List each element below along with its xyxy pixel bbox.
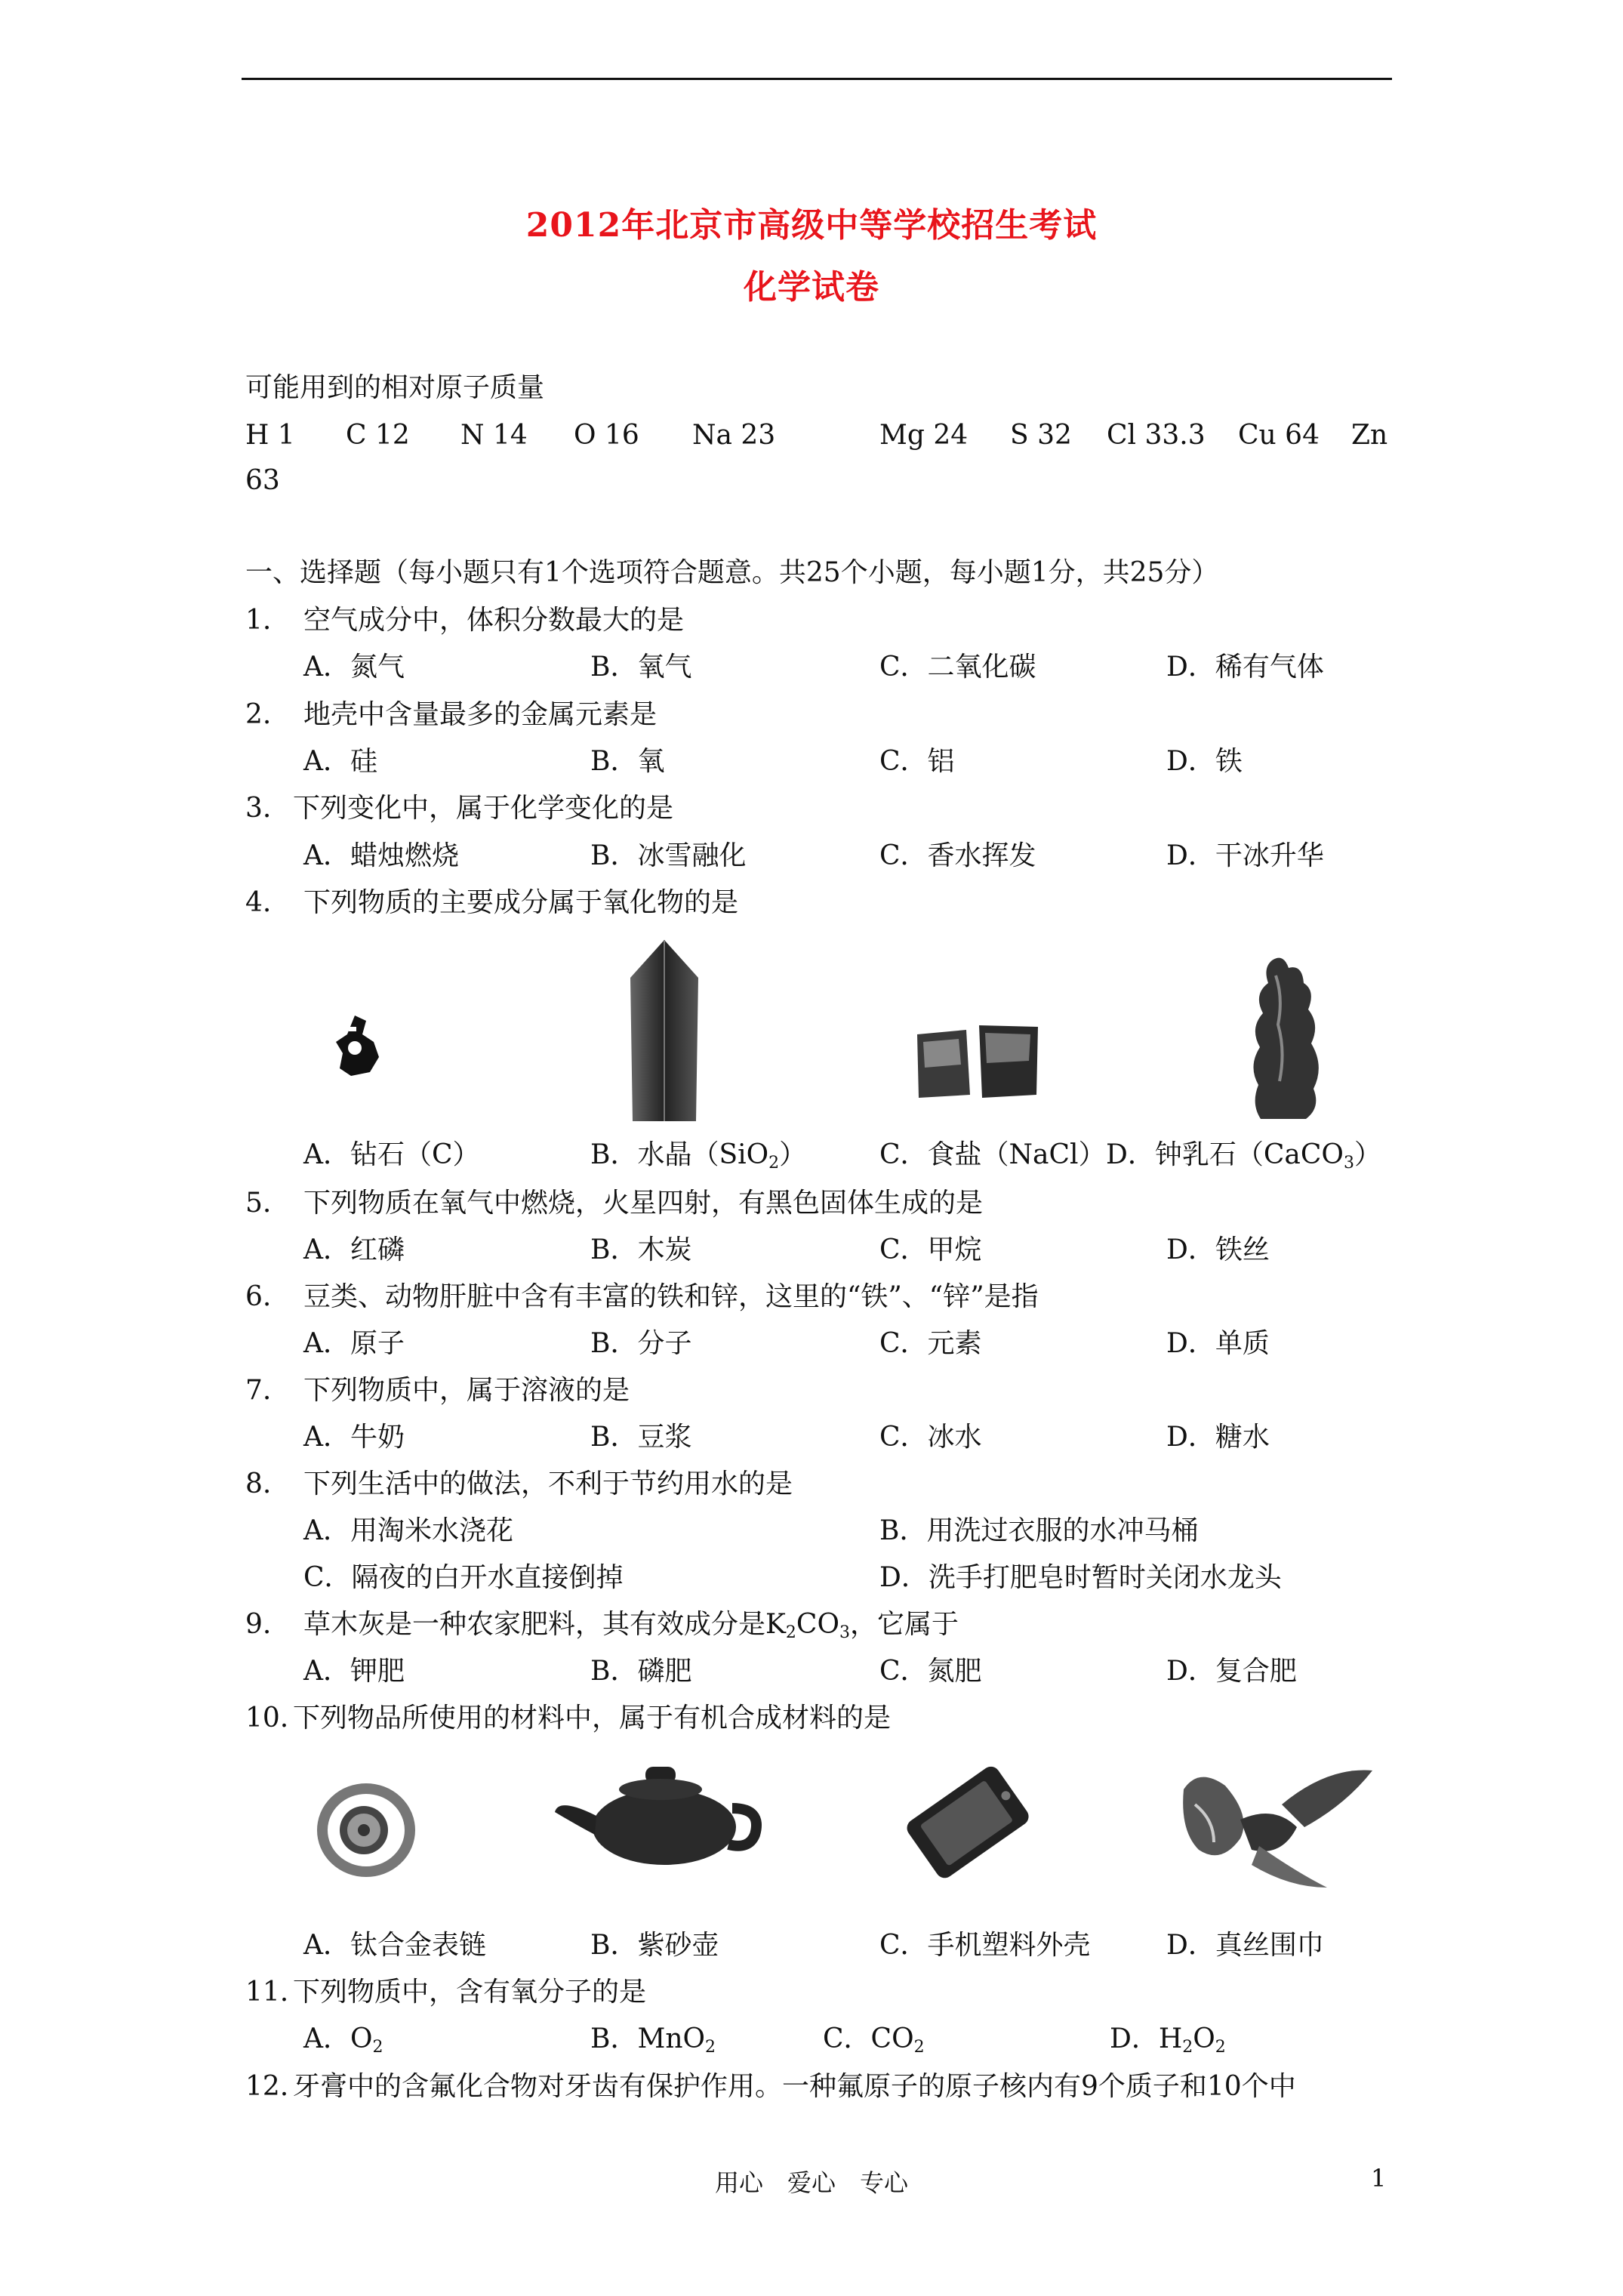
q1-num: 1.: [245, 605, 272, 636]
q12-stem: 牙膏中的含氟化合物对牙齿有保护作用。一种氟原子的原子核内有9个质子和10个中: [293, 2071, 1296, 2102]
q11-option-b: B．MnO$_2$: [590, 2023, 716, 2057]
q8-option-c: C．隔夜的白开水直接倒掉: [303, 1562, 624, 1593]
q11-option-a: A．$O_2$: [303, 2023, 383, 2057]
q4-option-c: C．食盐（NaCl）: [879, 1139, 1106, 1170]
atomic-mass-s: S 32: [1010, 420, 1072, 451]
q11-stem: 下列物质中，含有氧分子的是: [293, 1977, 647, 2008]
q3-option-d: D．干冰升华: [1166, 840, 1324, 871]
q6-option-b: B．分子: [590, 1328, 692, 1359]
q9-stem: 草木灰是一种农家肥料，其有效成分是$K_2CO_3$，它属于: [303, 1609, 959, 1642]
exam-title: 2012年北京市高级中等学校招生考试: [525, 206, 1098, 245]
phone-shell-image: [891, 1759, 1042, 1888]
q7-option-c: C．冰水: [879, 1422, 982, 1453]
q10-num: 10.: [245, 1703, 289, 1734]
atomic-mass-o: O 16: [574, 420, 639, 451]
q7-num: 7.: [245, 1375, 272, 1406]
atomic-mass-zn-value: 63: [245, 465, 280, 496]
q5-option-d: D．铁丝: [1166, 1234, 1270, 1265]
q6-option-c: C．元素: [879, 1328, 982, 1359]
q5-option-b: B．木炭: [590, 1234, 692, 1265]
q7-option-a: A．牛奶: [303, 1422, 405, 1453]
q5-option-a: A．红磷: [303, 1234, 405, 1265]
q6-stem: 豆类、动物肝脏中含有丰富的铁和锌，这里的“铁”、“锌”是指: [303, 1281, 1039, 1312]
q10-option-b: B．紫砂壶: [590, 1930, 719, 1961]
q10-stem: 下列物品所使用的材料中，属于有机合成材料的是: [293, 1703, 892, 1734]
q10-option-c: C．手机塑料外壳: [879, 1930, 1091, 1961]
q2-option-c: C．铝: [879, 746, 955, 777]
q9-num: 9.: [245, 1609, 272, 1640]
q9-option-a: A．钾肥: [303, 1656, 405, 1687]
q5-option-c: C．甲烷: [879, 1234, 982, 1265]
atomic-mass-mg: Mg 24: [879, 420, 969, 451]
q3-option-b: B．冰雪融化: [590, 840, 747, 871]
q8-option-d: D．洗手打肥皂时暂时关闭水龙头: [879, 1562, 1282, 1593]
atomic-mass-zn: Zn: [1351, 420, 1388, 451]
q4-option-d: D．钟乳石（CaCO$_3$）: [1106, 1139, 1381, 1173]
q3-option-a: A．蜡烛燃烧: [303, 840, 459, 871]
header-rule: [242, 78, 1392, 80]
q3-option-c: C．香水挥发: [879, 840, 1036, 871]
q1-option-b: B．氧气: [590, 652, 692, 683]
crystal-image: [627, 936, 702, 1125]
q4-option-b: B．水晶（SiO$_2$）: [590, 1139, 807, 1173]
q2-stem: 地壳中含量最多的金属元素是: [303, 699, 658, 730]
q11-num: 11.: [245, 1977, 289, 2008]
q1-option-a: A．氮气: [303, 652, 405, 683]
q4-option-a: A．钻石（C）: [303, 1139, 480, 1170]
stalactite-image: [1242, 953, 1332, 1123]
atomic-mass-h: H 1: [245, 420, 295, 451]
q4-stem: 下列物质的主要成分属于氧化物的是: [303, 887, 739, 918]
q12-num: 12.: [245, 2071, 289, 2102]
salt-image: [910, 1019, 1046, 1102]
q2-option-a: A．硅: [303, 746, 377, 777]
atomic-mass-label: 可能用到的相对原子质量: [245, 372, 545, 403]
q1-option-d: D．稀有气体: [1166, 652, 1324, 683]
q8-option-b: B．用洗过衣服的水冲马桶: [879, 1515, 1199, 1546]
q8-stem: 下列生活中的做法，不利于节约用水的是: [303, 1469, 793, 1499]
q9-option-d: D．复合肥: [1166, 1656, 1297, 1687]
watch-chain-image: [317, 1783, 415, 1878]
q3-num: 3.: [245, 793, 272, 824]
atomic-mass-n: N 14: [460, 420, 528, 451]
silk-scarf-image: [1169, 1759, 1376, 1891]
q7-option-d: D．糖水: [1166, 1422, 1270, 1453]
q11-option-c: C．$CO_2$: [823, 2023, 925, 2057]
q10-option-d: D．真丝围巾: [1166, 1930, 1324, 1961]
atomic-mass-c: C 12: [346, 420, 410, 451]
q6-option-a: A．原子: [303, 1328, 405, 1359]
q1-stem: 空气成分中，体积分数最大的是: [303, 605, 685, 636]
q10-option-a: A．钛合金表链: [303, 1930, 486, 1961]
q9-option-c: C．氮肥: [879, 1656, 982, 1687]
q6-num: 6.: [245, 1281, 272, 1312]
q9-option-b: B．磷肥: [590, 1656, 692, 1687]
q5-stem: 下列物质在氧气中燃烧，火星四射，有黑色固体生成的是: [303, 1188, 984, 1219]
atomic-mass-cu: Cu 64: [1238, 420, 1320, 451]
q7-stem: 下列物质中，属于溶液的是: [303, 1375, 630, 1406]
q2-option-d: D．铁: [1166, 746, 1243, 777]
q5-num: 5.: [245, 1188, 272, 1219]
q1-option-c: C．二氧化碳: [879, 652, 1036, 683]
q2-option-b: B．氧: [590, 746, 665, 777]
q8-option-a: A．用淘米水浇花: [303, 1515, 513, 1546]
atomic-mass-na: Na 23: [692, 420, 776, 451]
page-number: 1: [1371, 2164, 1387, 2193]
atomic-mass-cl: Cl 33.3: [1107, 420, 1206, 451]
page-footer: 用心 爱心 专心: [714, 2168, 908, 2197]
exam-subtitle: 化学试卷: [744, 268, 879, 307]
q7-option-b: B．豆浆: [590, 1422, 692, 1453]
teapot-image: [551, 1755, 762, 1869]
q4-num: 4.: [245, 887, 272, 918]
q3-stem: 下列变化中，属于化学变化的是: [293, 793, 674, 824]
q11-option-d: D．$H_2O_2$: [1110, 2023, 1226, 2057]
section-heading: 一、选择题（每小题只有1个选项符合题意。共25个小题，每小题1分，共25分）: [245, 557, 1219, 588]
diamond-image: [332, 1012, 385, 1080]
q6-option-d: D．单质: [1166, 1328, 1270, 1359]
q2-num: 2.: [245, 699, 272, 730]
q8-num: 8.: [245, 1469, 272, 1499]
